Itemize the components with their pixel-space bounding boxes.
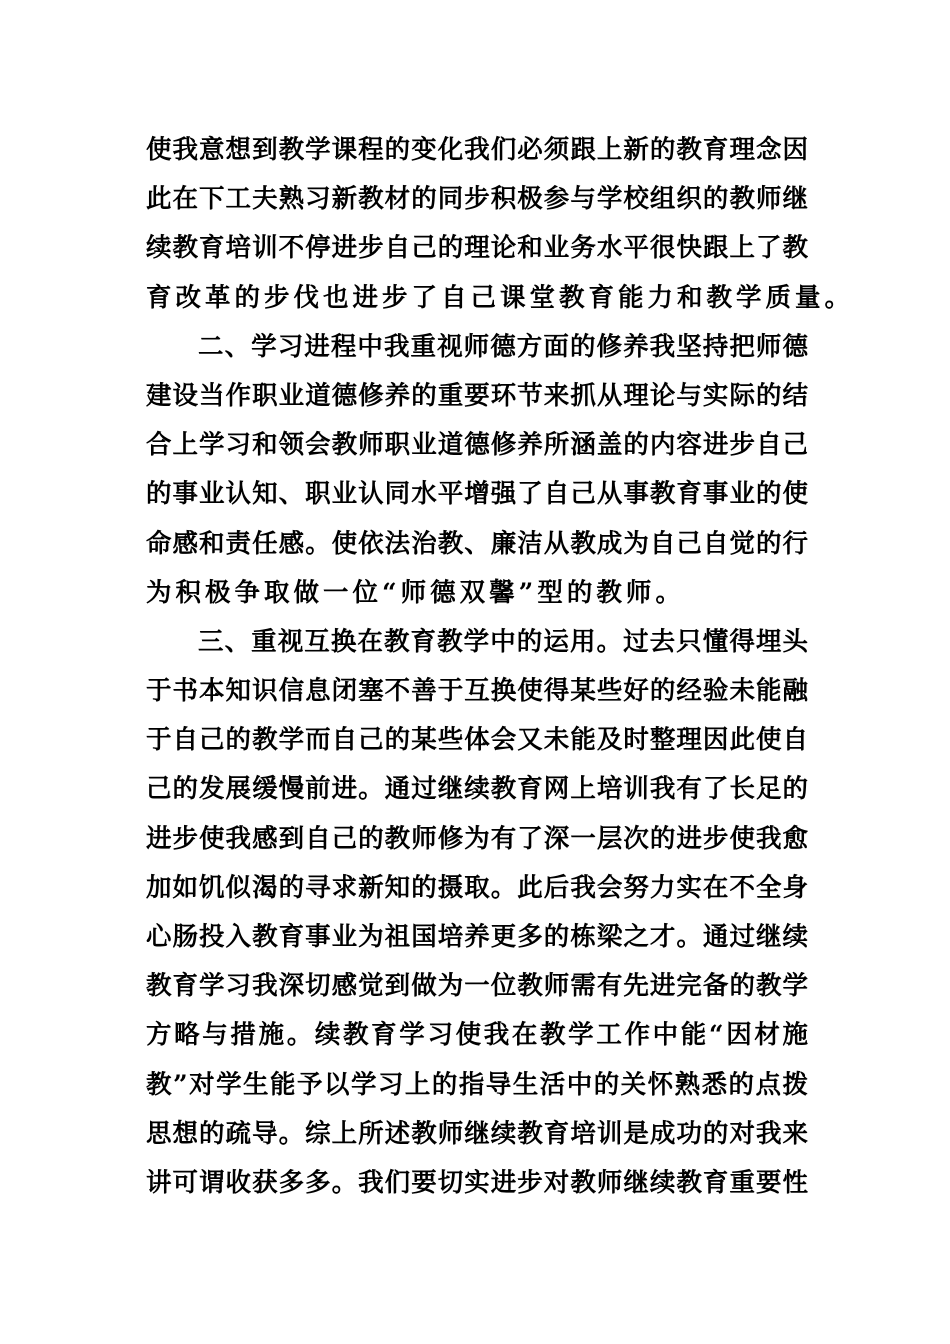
text-line-paragraph-start: 三、重视互换在教育教学中的运用。过去只懂得埋头 [198,626,808,657]
text-line: 方略与措施。续教育学习使我在教学工作中能“因材施 [146,1020,808,1051]
text-line: 讲可谓收获多多。我们要切实进步对教师继续教育重要性 [146,1167,808,1198]
text-line: 建设当作职业道德修养的重要环节来抓从理论与实际的结 [146,380,808,411]
text-line: 此在下工夫熟习新教材的同步积极参与学校组织的教师继 [146,184,808,215]
text-line: 的事业认知、职业认同水平增强了自己从事教育事业的使 [146,479,808,510]
text-line: 命感和责任感。使依法治教、廉洁从教成为自己自觉的行 [146,528,808,559]
text-line: 使我意想到教学课程的变化我们必须跟上新的教育理念因 [146,135,808,165]
text-line: 进步使我感到自己的教师修为有了深一层次的进步使我愈 [146,823,808,854]
body-text [146,126,855,1208]
text-line: 加如饥似渴的寻求新知的摄取。此后我会努力实在不全身 [146,872,808,903]
text-line: 思想的疏导。综上所述教师继续教育培训是成功的对我来 [146,1118,808,1149]
text-line: 心肠投入教育事业为祖国培养更多的栋梁之才。通过继续 [146,922,808,952]
text-line: 己的发展缓慢前进。通过继续教育网上培训我有了长足的 [146,774,808,805]
text-line: 于自己的教学而自己的某些体会又未能及时整理因此使自 [146,725,808,756]
text-line: 育改革的步伐也进步了自己课堂教育能力和教学质量。 [146,282,855,313]
text-line: 于书本知识信息闭塞不善于互换使得某些好的经验未能融 [146,676,808,707]
text-line: 教”对学生能予以学习上的指导生活中的关怀熟悉的点拨 [146,1069,808,1100]
text-line: 教育学习我深切感觉到做为一位教师需有先进完备的教学 [146,971,808,1002]
text-line: 合上学习和领会教师职业道德修养所涵盖的内容进步自己 [146,430,808,461]
text-line-paragraph-start: 二、学习进程中我重视师德方面的修养我坚持把师德 [198,331,808,362]
text-line: 为积极争取做一位“师德双馨”型的教师。 [146,577,685,608]
text-line: 续教育培训不停进步自己的理论和业务水平很快跟上了教 [146,233,808,264]
